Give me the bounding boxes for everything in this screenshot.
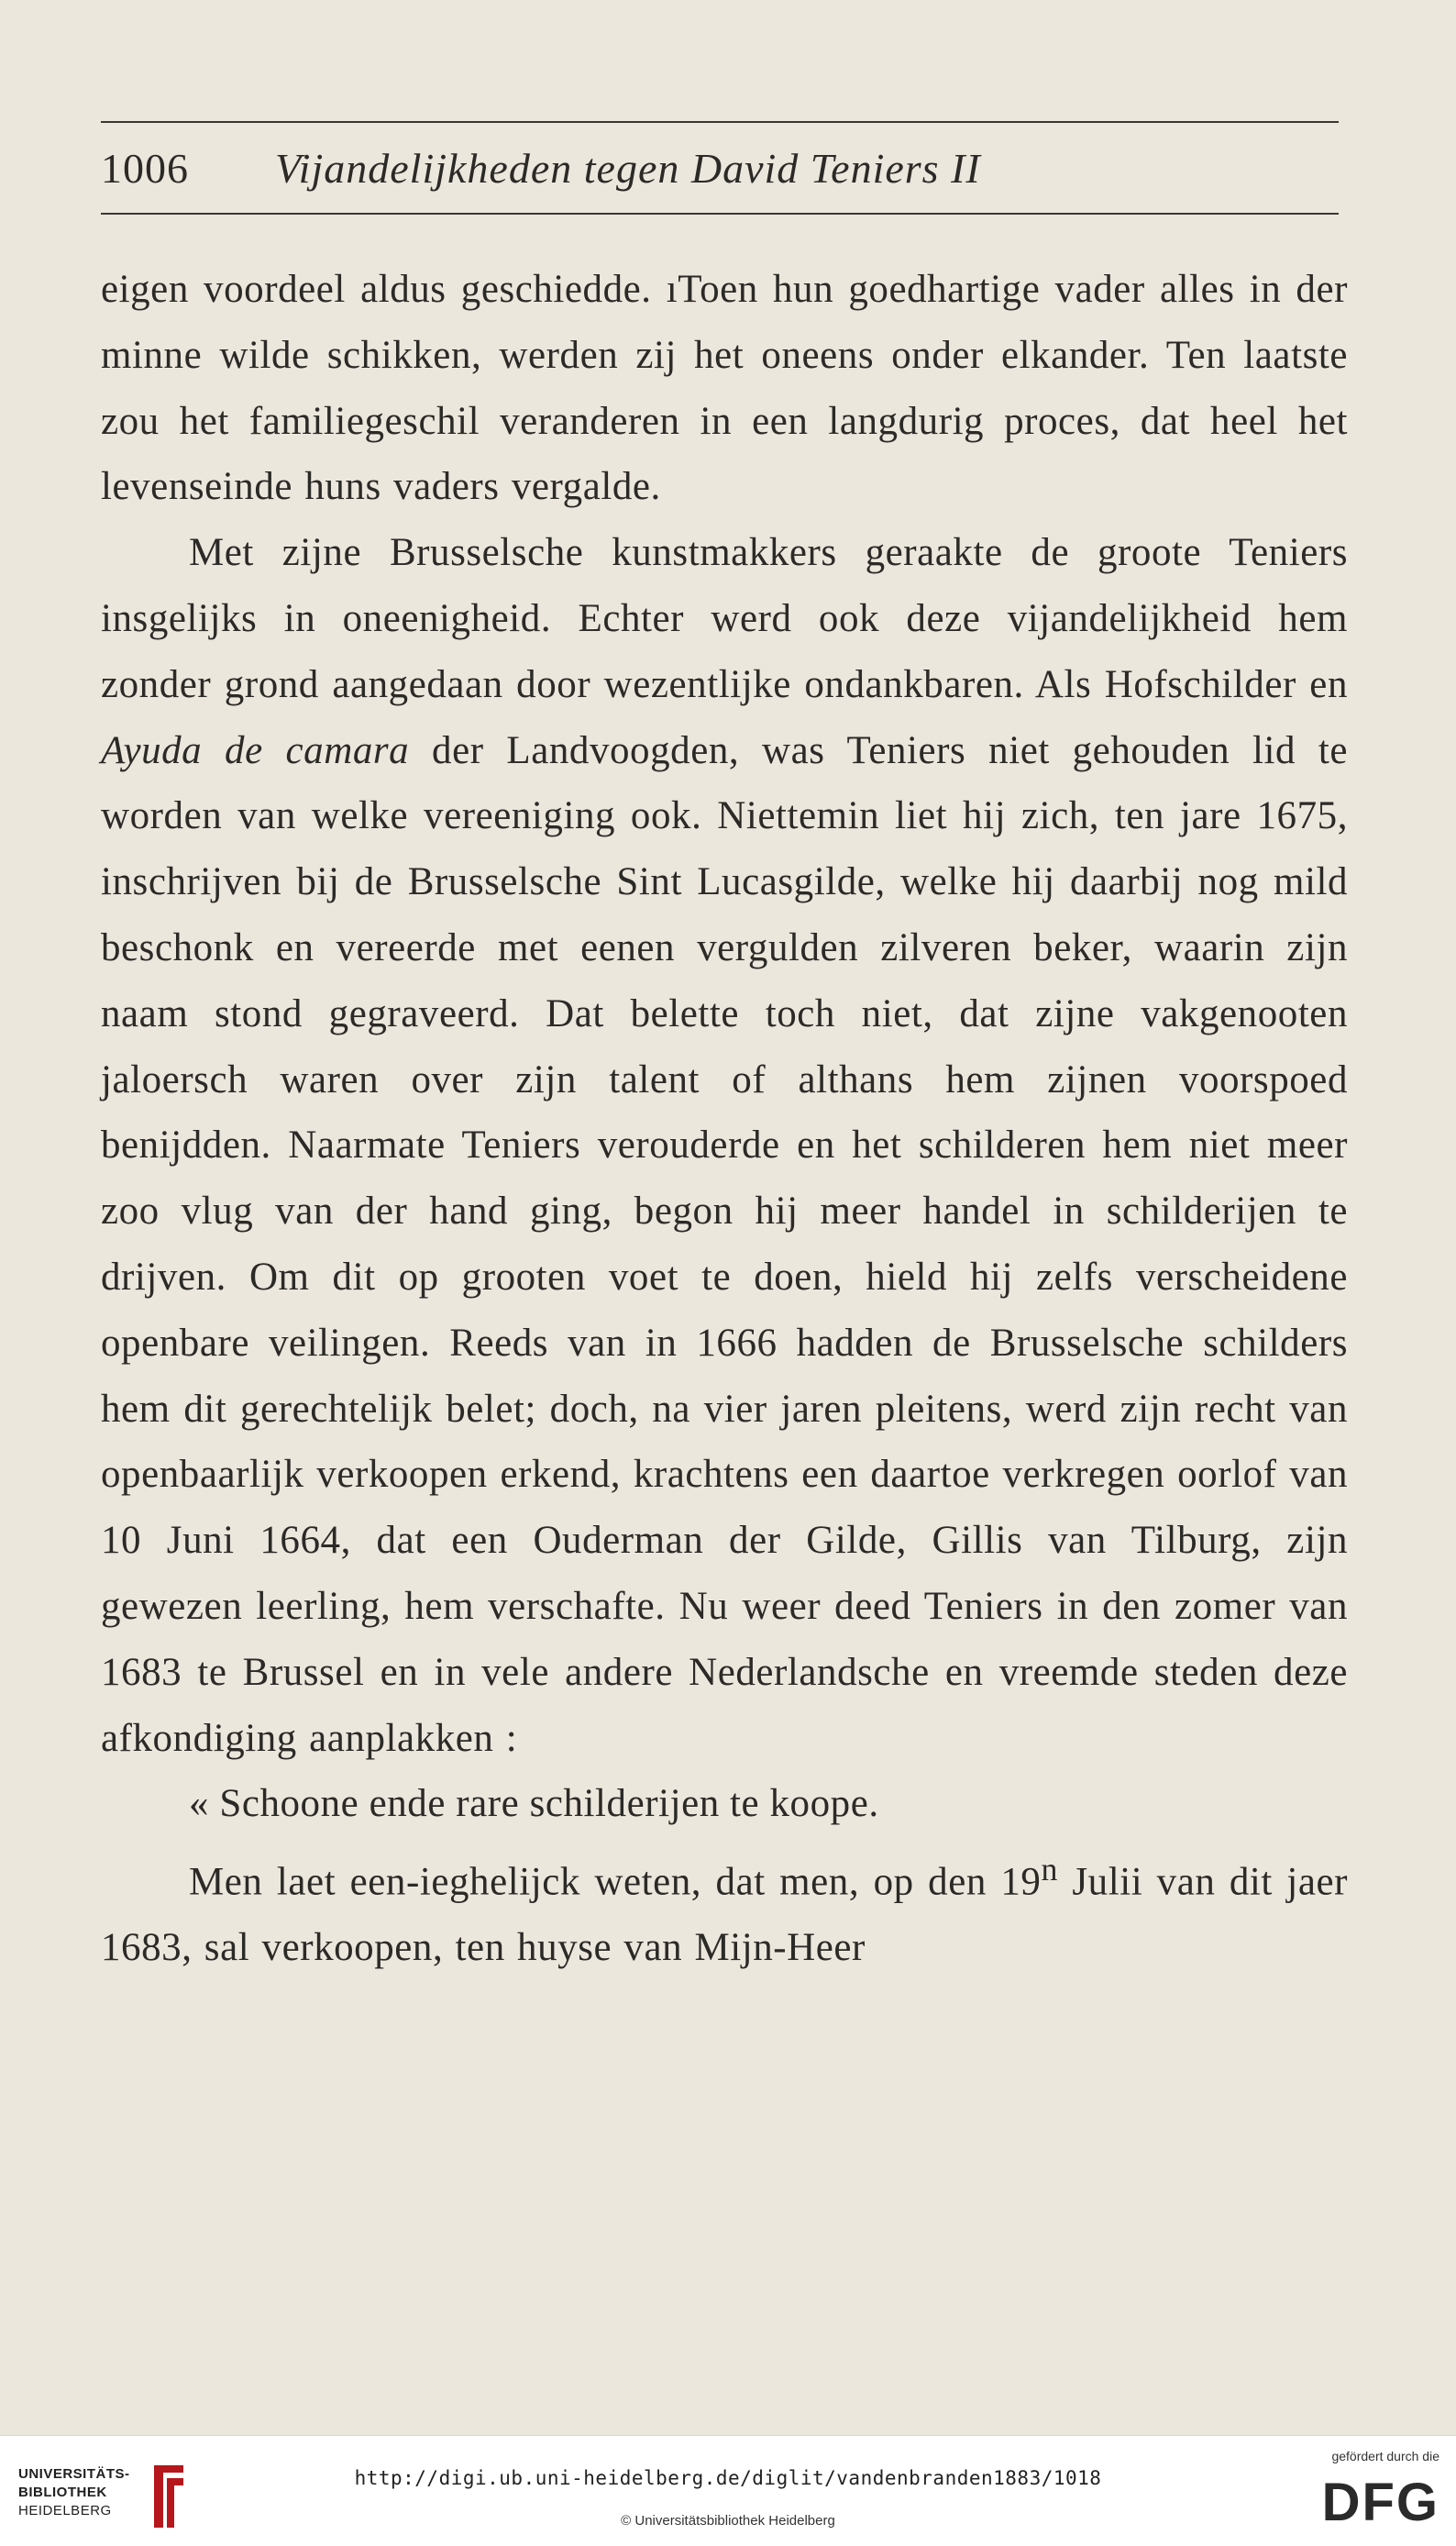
copyright-notice: © Universitätsbibliothek Heidelberg: [621, 2513, 835, 2529]
header-rule-bottom: [101, 213, 1339, 215]
source-url-link[interactable]: http://digi.ub.uni-heidelberg.de/diglit/vandenbranden1883/1018: [354, 2467, 1102, 2489]
body-text: [101, 257, 1348, 1981]
paragraph-3-part-b: Julii van dit jaer 1683, sal verkoopen, ten huyse van Mijn-Heer: [101, 1860, 1348, 1970]
library-name-line-2: BIBLIOTHEK: [18, 2485, 107, 2500]
running-head-title: Vijandelijkheden tegen David Teniers II: [275, 145, 981, 192]
paragraph-2-italic-term: Ayuda de camara: [101, 728, 410, 772]
paragraph-1: eigen voordeel aldus geschiedde. ıToen hun goedhartige vader alles in der minne wilde schikken, werden zij het oneens onder elkander. Ten laatste zou het familiegeschil veranderen in een langdurig proces, dat heel het levenseinde huns vaders vergalde.: [101, 268, 1348, 509]
library-name-line-1: UNIVERSITÄTS-: [18, 2466, 130, 2482]
funding-note: gefördert durch die: [1331, 2449, 1439, 2463]
paragraph-2-part-a: Met zijne Brusselsche kunstmakkers geraakte de groote Teniers insgelijks in oneenigheid. Echter werd ook deze vijandelijkheid hem zonder grond aangedaan door wezentlijke ondankbaren. Als Hofschilder en: [101, 531, 1348, 706]
header-rule-top: [101, 121, 1339, 123]
page-number: 1006: [101, 145, 189, 192]
paragraph-2-part-b: der Landvoogden, was Teniers niet gehouden lid te worden van welke vereeniging ook. Niettemin liet hij zich, ten jare 1675, inschrijven bij de Brusselsche Sint Lucasgilde, welke hij daarbij nog mild beschonk en vereerde met eenen vergulden zilveren beker, waarin zijn naam stond gegraveerd. Dat belette toch niet, dat zijne vakgenooten jaloersch waren over zijn talent of althans hem zijnen voorspoed benijdden. Naarmate Teniers verouderde en het schilderen hem niet meer zoo vlug van der hand ging, begon hij meer handel in schilderijen te drijven. Om dit op grooten voet te doen, hield hij zelfs verscheidene openbare veilingen. Reeds van in 1666 hadden de Brusselsche schilders hem dit gerechtelijk belet; doch, na vier jaren pleitens, werd zijn recht van openbaarlijk verkoopen erkend, krachtens een daartoe verkregen oorlof van 10 Juni 1664, dat een Ouderman der Gilde, Gillis van Tilburg, zijn gewezen leerling, hem verschafte. Nu weer deed Teniers in den zomer van 1683 te Brussel en in vele andere Nederlandsche en vreemde steden deze afkondiging aanplakken :: [101, 728, 1349, 1760]
running-head: [101, 136, 1339, 202]
paragraph-3-part-a: Men laet een-ieghelijck weten, dat men, op den 19: [189, 1860, 1042, 1904]
dfg-logo: DFG: [1321, 2473, 1439, 2532]
paragraph-2: [101, 520, 1348, 1771]
paragraph-3: [101, 1837, 1348, 1981]
digitization-footer: [0, 2435, 1456, 2546]
quote-line: « Schoone ende rare schilderijen te koope.: [189, 1782, 879, 1826]
paragraph-3-superscript: n: [1041, 1851, 1058, 1888]
library-name-line-3: HEIDELBERG: [18, 2503, 112, 2518]
